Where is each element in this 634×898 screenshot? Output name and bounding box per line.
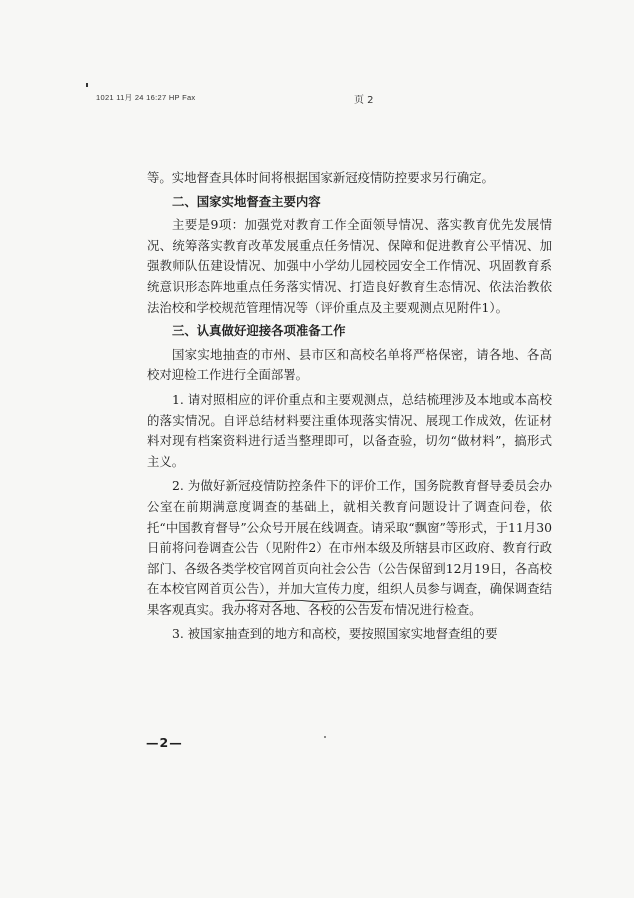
paragraph-item-3: 3. 被国家抽查到的地方和高校，要按照国家实地督查组的要 (172, 626, 498, 642)
paragraph-main-content: 主要是9项：加强党对教育工作全面领导情况、落实教育优先发展情况、统筹落实教育改革发展重点任务情况、保障和促进教育公平情况、加强教师队伍建设情况、加强中小学幼儿园校园安全工作情况、巩固教育系统意识形态阵地重点任务落实情况、打造良好教育生态情况、依法治教依法治校和学校规范管理情况等（评价重点及主要观测点见附件1）。 (147, 217, 552, 315)
scan-dot (324, 736, 326, 738)
section-heading-2: 二、国家实地督查主要内容 (172, 193, 321, 209)
scan-mark (86, 83, 88, 87)
page-number: —2— (146, 735, 183, 750)
paragraph-date-note: 等。实地督查具体时间将根据国家新冠疫情防控要求另行确定。 (147, 170, 494, 185)
section-heading-3: 三、认真做好迎接各项准备工作 (172, 323, 346, 339)
handwritten-underline (235, 599, 383, 603)
document-body (147, 168, 552, 645)
fax-page-label: 页 2 (354, 95, 374, 106)
paragraph-confidential-list: 国家实地抽查的市州、县市区和高校名单将严格保密，请各地、各高校对迎检工作进行全面部署。 (147, 346, 552, 383)
fax-header-line: 1021 11月 24 16:27 HP Fax (96, 93, 196, 102)
paragraph-item-2: 2. 为做好新冠疫情防控条件下的评价工作，国务院教育督导委员会办公室在前期满意度调查的基础上，就相关教育问题设计了调查问卷，依托“中国教育督导”公众号开展在线调查。请采取“飘窗”等形式，于11月30日前将问卷调查公告（见附件2）在市州本级及所辖县市区政府、教育行政部门、各级各类学校官网首页向社会公告（公告保留到12月19日，各高校在本校官网首页公告），并加大宣传力度，组织人员参与调查，确保调查结果客观真实。我办将对各地、各校的公告发布情况进行检查。 (147, 478, 552, 617)
paragraph-item-1: 1. 请对照相应的评价重点和主要观测点，总结梳理涉及本地或本高校的落实情况。自评总结材料要注重体现落实情况、展现工作成效，佐证材料对现有档案资料进行适当整理即可，以备查验，切勿“做材料”，搞形式主义。 (147, 391, 552, 469)
